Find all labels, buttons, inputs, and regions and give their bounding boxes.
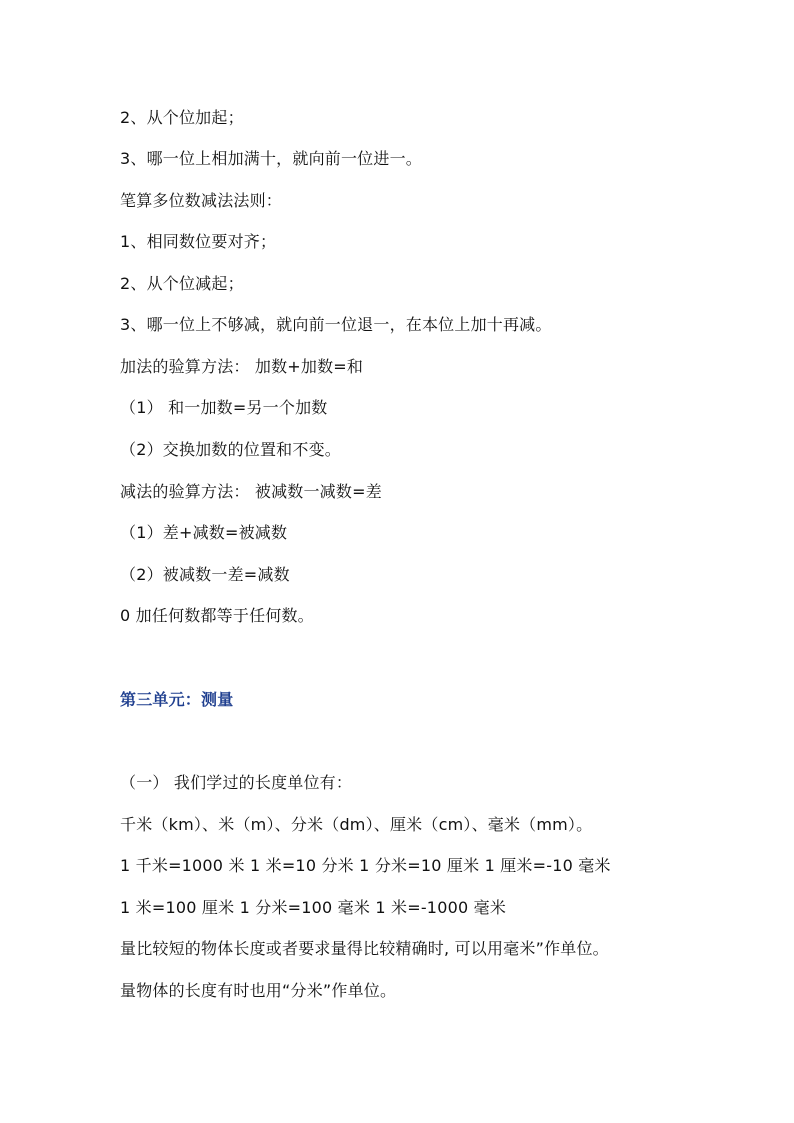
- decimeter-usage-note: 量物体的长度有时也用“分米”作单位。: [120, 981, 397, 1000]
- subtraction-check-2: （2）被减数一差=减数: [120, 565, 290, 584]
- unit-conversion-line-2: 1 米=100 厘米 1 分米=100 毫米 1 米=-1000 毫米: [120, 898, 507, 917]
- length-units-list: 千米（km）、米（m）、分米（dm）、厘米（cm）、毫米（mm）。: [120, 815, 593, 834]
- length-units-title: （一） 我们学过的长度单位有：: [120, 773, 353, 792]
- rule-line-subtraction-2: 2、从个位减起；: [120, 274, 244, 293]
- rule-line-subtraction-1: 1、相同数位要对齐；: [120, 232, 277, 251]
- subtraction-check-1: （1）差+减数=被减数: [120, 523, 288, 542]
- zero-addition-rule: 0 加任何数都等于任何数。: [120, 606, 314, 625]
- unit-conversion-line-1: 1 千米=1000 米 1 米=10 分米 1 分米=10 厘米 1 厘米=-10 毫米: [120, 856, 611, 875]
- millimeter-usage-note: 量比较短的物体长度或者要求量得比较精确时, 可以用毫米”作单位。: [120, 939, 609, 958]
- subtraction-rules-title: 笔算多位数减法法则：: [120, 191, 283, 210]
- rule-line-addition-3: 3、哪一位上相加满十，就向前一位进一。: [120, 149, 422, 168]
- section-heading: 第三单元：测量: [120, 690, 234, 709]
- addition-check-title: 加法的验算方法： 加数+加数=和: [120, 357, 364, 376]
- subtraction-check-title: 减法的验算方法： 被减数一减数=差: [120, 482, 382, 501]
- addition-check-1: （1） 和一加数=另一个加数: [120, 398, 328, 417]
- rule-line-addition-2: 2、从个位加起；: [120, 108, 244, 127]
- addition-check-2: （2）交换加数的位置和不变。: [120, 440, 341, 459]
- rule-line-subtraction-3: 3、哪一位上不够减，就向前一位退一，在本位上加十再减。: [120, 315, 552, 334]
